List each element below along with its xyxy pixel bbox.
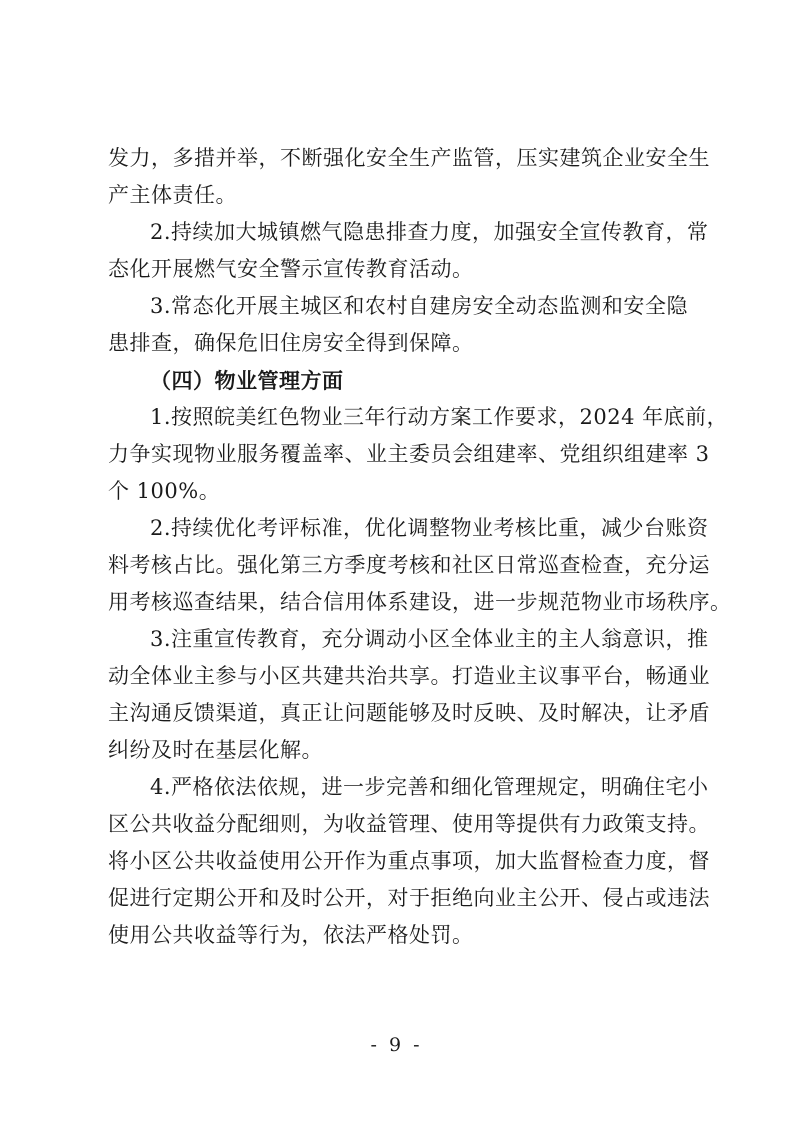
text-line: 产主体责任。 [108,183,237,207]
text-line: 3.注重宣传教育，充分调动小区全体业主的主人翁意识，推 [150,627,709,651]
text-line: 将小区公共收益使用公开作为重点事项，加大监督检查力度，督 [108,849,710,873]
text-line: 使用公共收益等行为，依法严格处罚。 [108,923,474,947]
text-line: 态化开展燃气安全警示宣传教育活动。 [108,257,474,281]
text-line: 2.持续优化考评标准，优化调整物业考核比重，减少台账资 [150,516,709,540]
text-line: 4.严格依法依规，进一步完善和细化管理规定，明确住宅小 [150,775,709,799]
text-line: 纠纷及时在基层化解。 [108,738,323,762]
text-line: 料考核占比。强化第三方季度考核和社区日常巡查检查，充分运 [108,553,710,577]
text-line: 1.按照皖美红色物业三年行动方案工作要求，2024 年底前， [150,405,729,429]
text-line: 用考核巡查结果，结合信用体系建设，进一步规范物业市场秩序。 [108,590,732,614]
text-line: 发力，多措并举，不断强化安全生产监管，压实建筑企业安全生 [108,146,710,170]
text-line: 个 100%。 [108,479,221,503]
text-line: 动全体业主参与小区共建共治共享。打造业主议事平台，畅通业 [108,664,710,688]
text-line: 2.持续加大城镇燃气隐患排查力度，加强安全宣传教育，常 [150,220,709,244]
text-line: 主沟通反馈渠道，真正让问题能够及时反映、及时解决，让矛盾 [108,701,710,725]
text-line: 3.常态化开展主城区和农村自建房安全动态监测和安全隐 [150,294,688,318]
text-line: 患排查，确保危旧住房安全得到保障。 [108,331,474,355]
text-line: 力争实现物业服务覆盖率、业主委员会组建率、党组织组建率 3 [108,442,710,466]
text-line: 促进行定期公开和及时公开，对于拒绝向业主公开、侵占或违法 [108,886,710,910]
page-number: - 9 - [370,1034,423,1056]
section-heading: （四）物业管理方面 [150,368,344,393]
text-line: 区公共收益分配细则，为收益管理、使用等提供有力政策支持。 [108,812,710,836]
document-body [108,140,732,954]
